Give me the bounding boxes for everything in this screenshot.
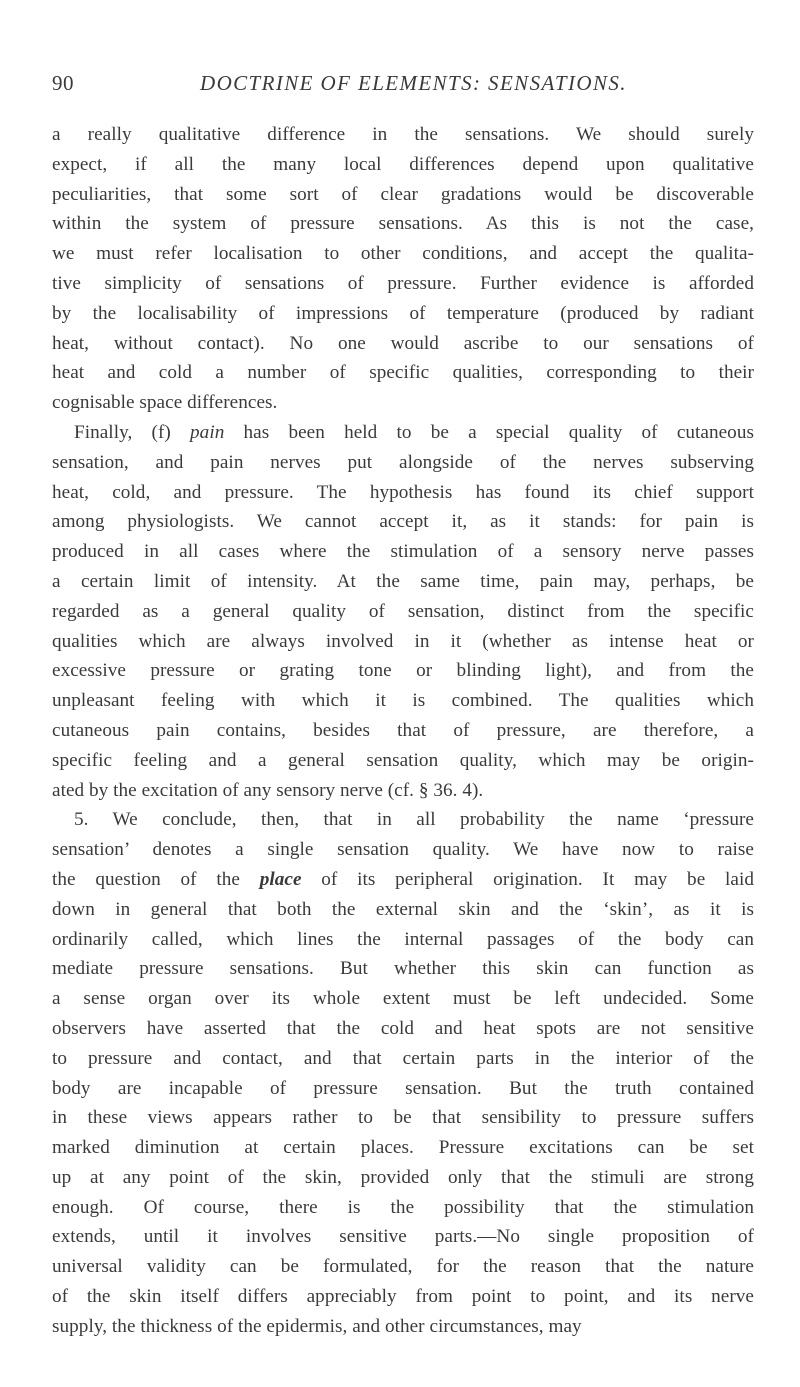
text-line [52,865,754,895]
text-line: body are incapable of pressure sensation. But the truth contained [52,1077,754,1099]
text-line: enough. Of course, there is the possibility that the stimulation [52,1196,754,1218]
text-line: tive simplicity of sensations of pressure. Further evidence is afforded [52,272,754,294]
text-line: cognisable space differences. [52,392,278,414]
text-line: marked diminution at certain places. Pressure excitations can be set [52,1137,754,1159]
text-line: produced in all cases where the stimulation of a sensory nerve passes [52,541,754,563]
emphasis-place: place [259,868,302,890]
text-line: observers have asserted that the cold and heat spots are not sensitive [52,1017,754,1039]
text-line: a really qualitative difference in the sensations. We should surely [52,124,754,145]
text-line: up at any point of the skin, provided only that the stimuli are strong [52,1166,754,1188]
emphasis-pain: pain [190,421,225,443]
page-number: 90 [52,71,74,95]
text-line: supply, the thickness of the epidermis, and other circumstances, may [52,1315,582,1337]
text-line: down in general that both the external skin and the ‘skin’, as it is [52,898,754,920]
text-run: has been held to be a special quality of cutaneous [224,421,754,443]
text-line: a certain limit of intensity. At the same time, pain may, perhaps, be [52,570,754,592]
text-line: of the skin itself differs appreciably from point to point, and its nerve [52,1286,754,1308]
text-line: cutaneous pain contains, besides that of pressure, are therefore, a [52,719,754,741]
text-line [52,418,754,448]
text-line: heat, cold, and pressure. The hypothesis has found its chief support [52,481,754,503]
text-line: ordinarily called, which lines the internal passages of the body can [52,928,754,950]
text-line: unpleasant feeling with which it is combined. The qualities which [52,690,754,712]
text-line: specific feeling and a general sensation quality, which may be origin- [52,749,754,771]
text-line: sensation’ denotes a single sensation quality. We have now to raise [52,839,754,861]
text-line: regarded as a general quality of sensation, distinct from the specific [52,600,754,622]
text-run: of its peripheral origination. It may be laid [301,868,754,890]
text-line: in these views appears rather to be that sensibility to pressure suffers [52,1107,754,1129]
text-line: qualities which are always involved in it (whether as intense heat or [52,630,754,652]
text-line: extends, until it involves sensitive parts.—No single proposition of [52,1226,754,1248]
section-5-first-line: 5. We conclude, then, that in all probability the name ‘pressure [74,809,754,831]
running-title: DOCTRINE OF ELEMENTS: SENSATIONS. [200,71,627,95]
text-line: peculiarities, that some sort of clear gradations would be discoverable [52,183,754,205]
text-line: ated by the excitation of any sensory nerve (cf. § 36. 4). [52,779,484,801]
text-line: among physiologists. We cannot accept it, as it stands: for pain is [52,511,754,533]
body-text [52,120,754,1342]
text-line: a sense organ over its whole extent must be left undecided. Some [52,988,754,1010]
text-line: universal validity can be formulated, for the reason that the nature [52,1256,754,1278]
text-run: Finally, (f) [74,421,191,443]
text-line: within the system of pressure sensations. As this is not the case, [52,213,754,235]
text-line: heat, without contact). No one would ascribe to our sensations of [52,332,754,354]
text-line: sensation, and pain nerves put alongside of the nerves subserving [52,451,754,473]
running-head [52,68,752,98]
text-run: the question of the [52,868,260,890]
text-line: to pressure and contact, and that certain parts in the interior of the [52,1047,754,1069]
text-line: by the localisability of impressions of temperature (produced by radiant [52,302,754,324]
text-line: mediate pressure sensations. But whether this skin can function as [52,958,754,980]
text-line: heat and cold a number of specific qualities, corresponding to their [52,362,754,384]
text-line: expect, if all the many local differences depend upon qualitative [52,153,754,175]
text-line: excessive pressure or grating tone or blinding light), and from the [52,660,754,682]
text-line: we must refer localisation to other conditions, and accept the qualita- [52,243,754,265]
